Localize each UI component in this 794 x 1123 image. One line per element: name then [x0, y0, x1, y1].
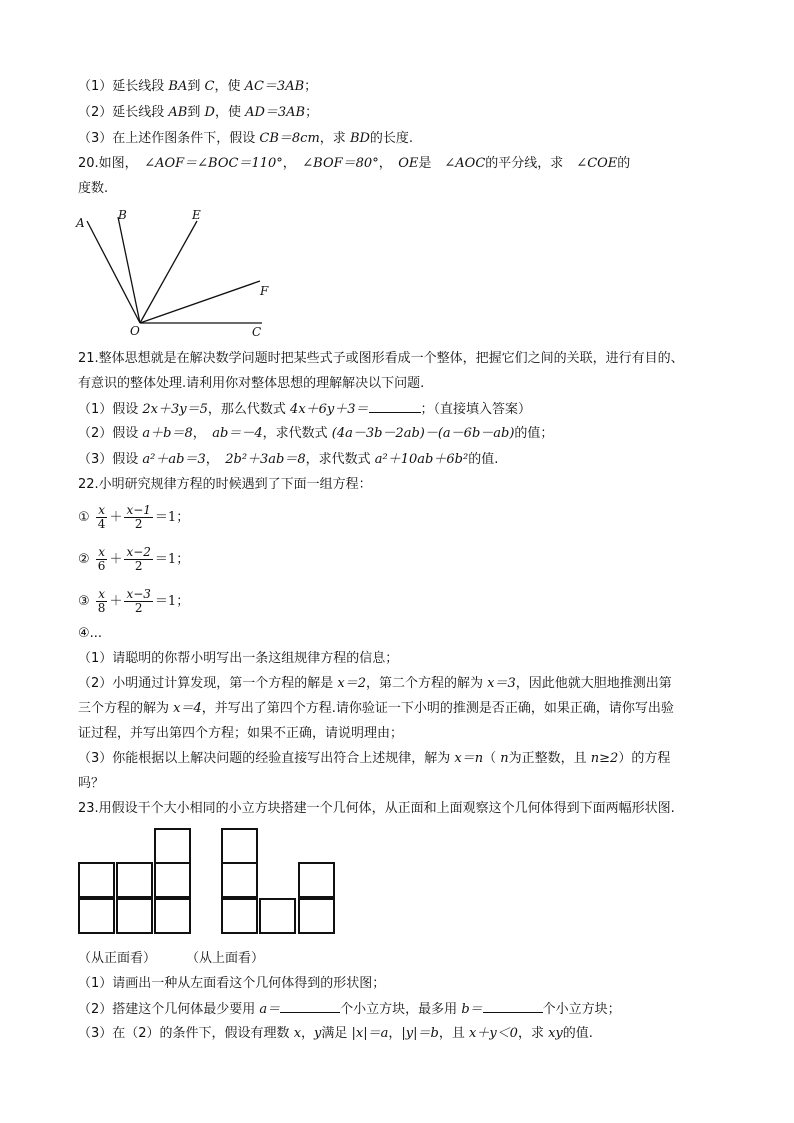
- q21-part1: （1）假设 2x＋3y＝5，那么代数式 4x＋6y＋3＝ ；（直接填入答案）: [78, 402, 532, 417]
- q23-intro: 23.用假设干个大小相同的小立方块搭建一个几何体，从正面和上面观察这个几何体得到下面两幅形状图.: [78, 801, 675, 816]
- caption-front: （从正面看）: [78, 951, 157, 966]
- q22-part2-line1: （2）小明通过计算发现，第一个方程的解是 x＝2，第二个方程的解为 x＝3，因此他就大胆地推测出第: [78, 676, 672, 691]
- q19-part3: （3）在上述作图条件下，假设 CB＝8cm，求 BD的长度.: [78, 131, 414, 146]
- q21-intro-2: 有意识的整体处理.请利用你对整体思想的理解解决以下问题.: [78, 376, 425, 391]
- blank-b[interactable]: [483, 1000, 543, 1013]
- q22-equation-1: ① $\frac{x}{4}$ ＋ $\frac{x-1}{2}$ ＝1；: [78, 503, 190, 531]
- q20-question-cont: 度数.: [78, 181, 109, 196]
- label-E: E: [192, 208, 201, 222]
- q22-intro: 22.小明研究规律方程的时候遇到了下面一组方程：: [78, 477, 372, 492]
- q22-equation-4: ④...: [78, 626, 103, 641]
- q20-question: 20.如图， ∠AOF＝∠BOC＝110°， ∠BOF＝80°， OE是 ∠AOC的平分线，求 ∠COE的: [78, 156, 631, 171]
- angle-figure: [70, 205, 280, 340]
- blank-a[interactable]: [280, 1000, 340, 1013]
- label-C: C: [252, 325, 262, 339]
- ray-OF: [140, 281, 260, 323]
- q22-part3-line2: 吗？: [78, 776, 105, 791]
- q23-part1: （1）请画出一种从左面看这个几何体得到的形状图；: [78, 976, 386, 991]
- q21-part3: （3）假设 a²＋ab＝3， 2b²＋3ab＝8，求代数式 a²＋10ab＋6b²的值.: [78, 452, 499, 467]
- top-view-figure: [221, 828, 338, 938]
- label-B: B: [118, 208, 127, 222]
- q23-part3: （3）在（2）的条件下，假设有理数 x，y满足 |x|＝a，|y|＝b，且 x＋y＜0，求 xy的值.: [78, 1026, 593, 1041]
- ray-OA: [87, 221, 140, 323]
- answer-blank[interactable]: [369, 400, 421, 413]
- q22-part1: （1）请聪明的你帮小明写出一条这组规律方程的信息；: [78, 651, 399, 666]
- q23-part2: （2）搭建这个几何体最少要用 a＝ 个小立方块，最多用 b＝ 个小立方块；: [78, 1002, 621, 1017]
- caption-top: （从上面看）: [186, 951, 265, 966]
- q22-part2-line2: 三个方程的解为 x＝4，并写出了第四个方程.请你验证一下小明的推测是否正确，如果正确，请你写出验: [78, 701, 674, 716]
- label-A: A: [76, 216, 85, 230]
- q22-part2-line3: 证过程，并写出第四个方程；如果不正确，请说明理由；: [78, 726, 404, 741]
- label-F: F: [260, 284, 269, 298]
- q22-equation-3: ③ $\frac{x}{8}$ ＋ $\frac{x-3}{2}$ ＝1；: [78, 587, 190, 615]
- ray-OE: [140, 221, 197, 323]
- q22-equation-2: ② $\frac{x}{6}$ ＋ $\frac{x-2}{2}$ ＝1；: [78, 545, 190, 573]
- q22-part3-line1: （3）你能根据以上解决问题的经验直接写出符合上述规律，解为 x＝n（ n为正整数，且 n≥2）的方程: [78, 751, 671, 766]
- q21-part2: （2）假设 a＋b＝8， ab＝－4，求代数式 (4a－3b－2ab)－(a－6b－ab)的值；: [78, 426, 554, 441]
- q23-captions: [78, 950, 264, 968]
- ray-OB: [118, 217, 140, 323]
- q19-part2: （2）延长线段 AB到 D，使 AD＝3AB；: [78, 105, 319, 120]
- q19-part1: （1）延长线段 BA到 C，使 AC＝3AB；: [78, 79, 318, 94]
- q21-intro-1: 21.整体思想就是在解决数学问题时把某些式子或图形看成一个整体，把握它们之间的关联，进行有目的、: [78, 351, 684, 366]
- label-O: O: [130, 324, 140, 338]
- front-view-figure: [78, 828, 195, 938]
